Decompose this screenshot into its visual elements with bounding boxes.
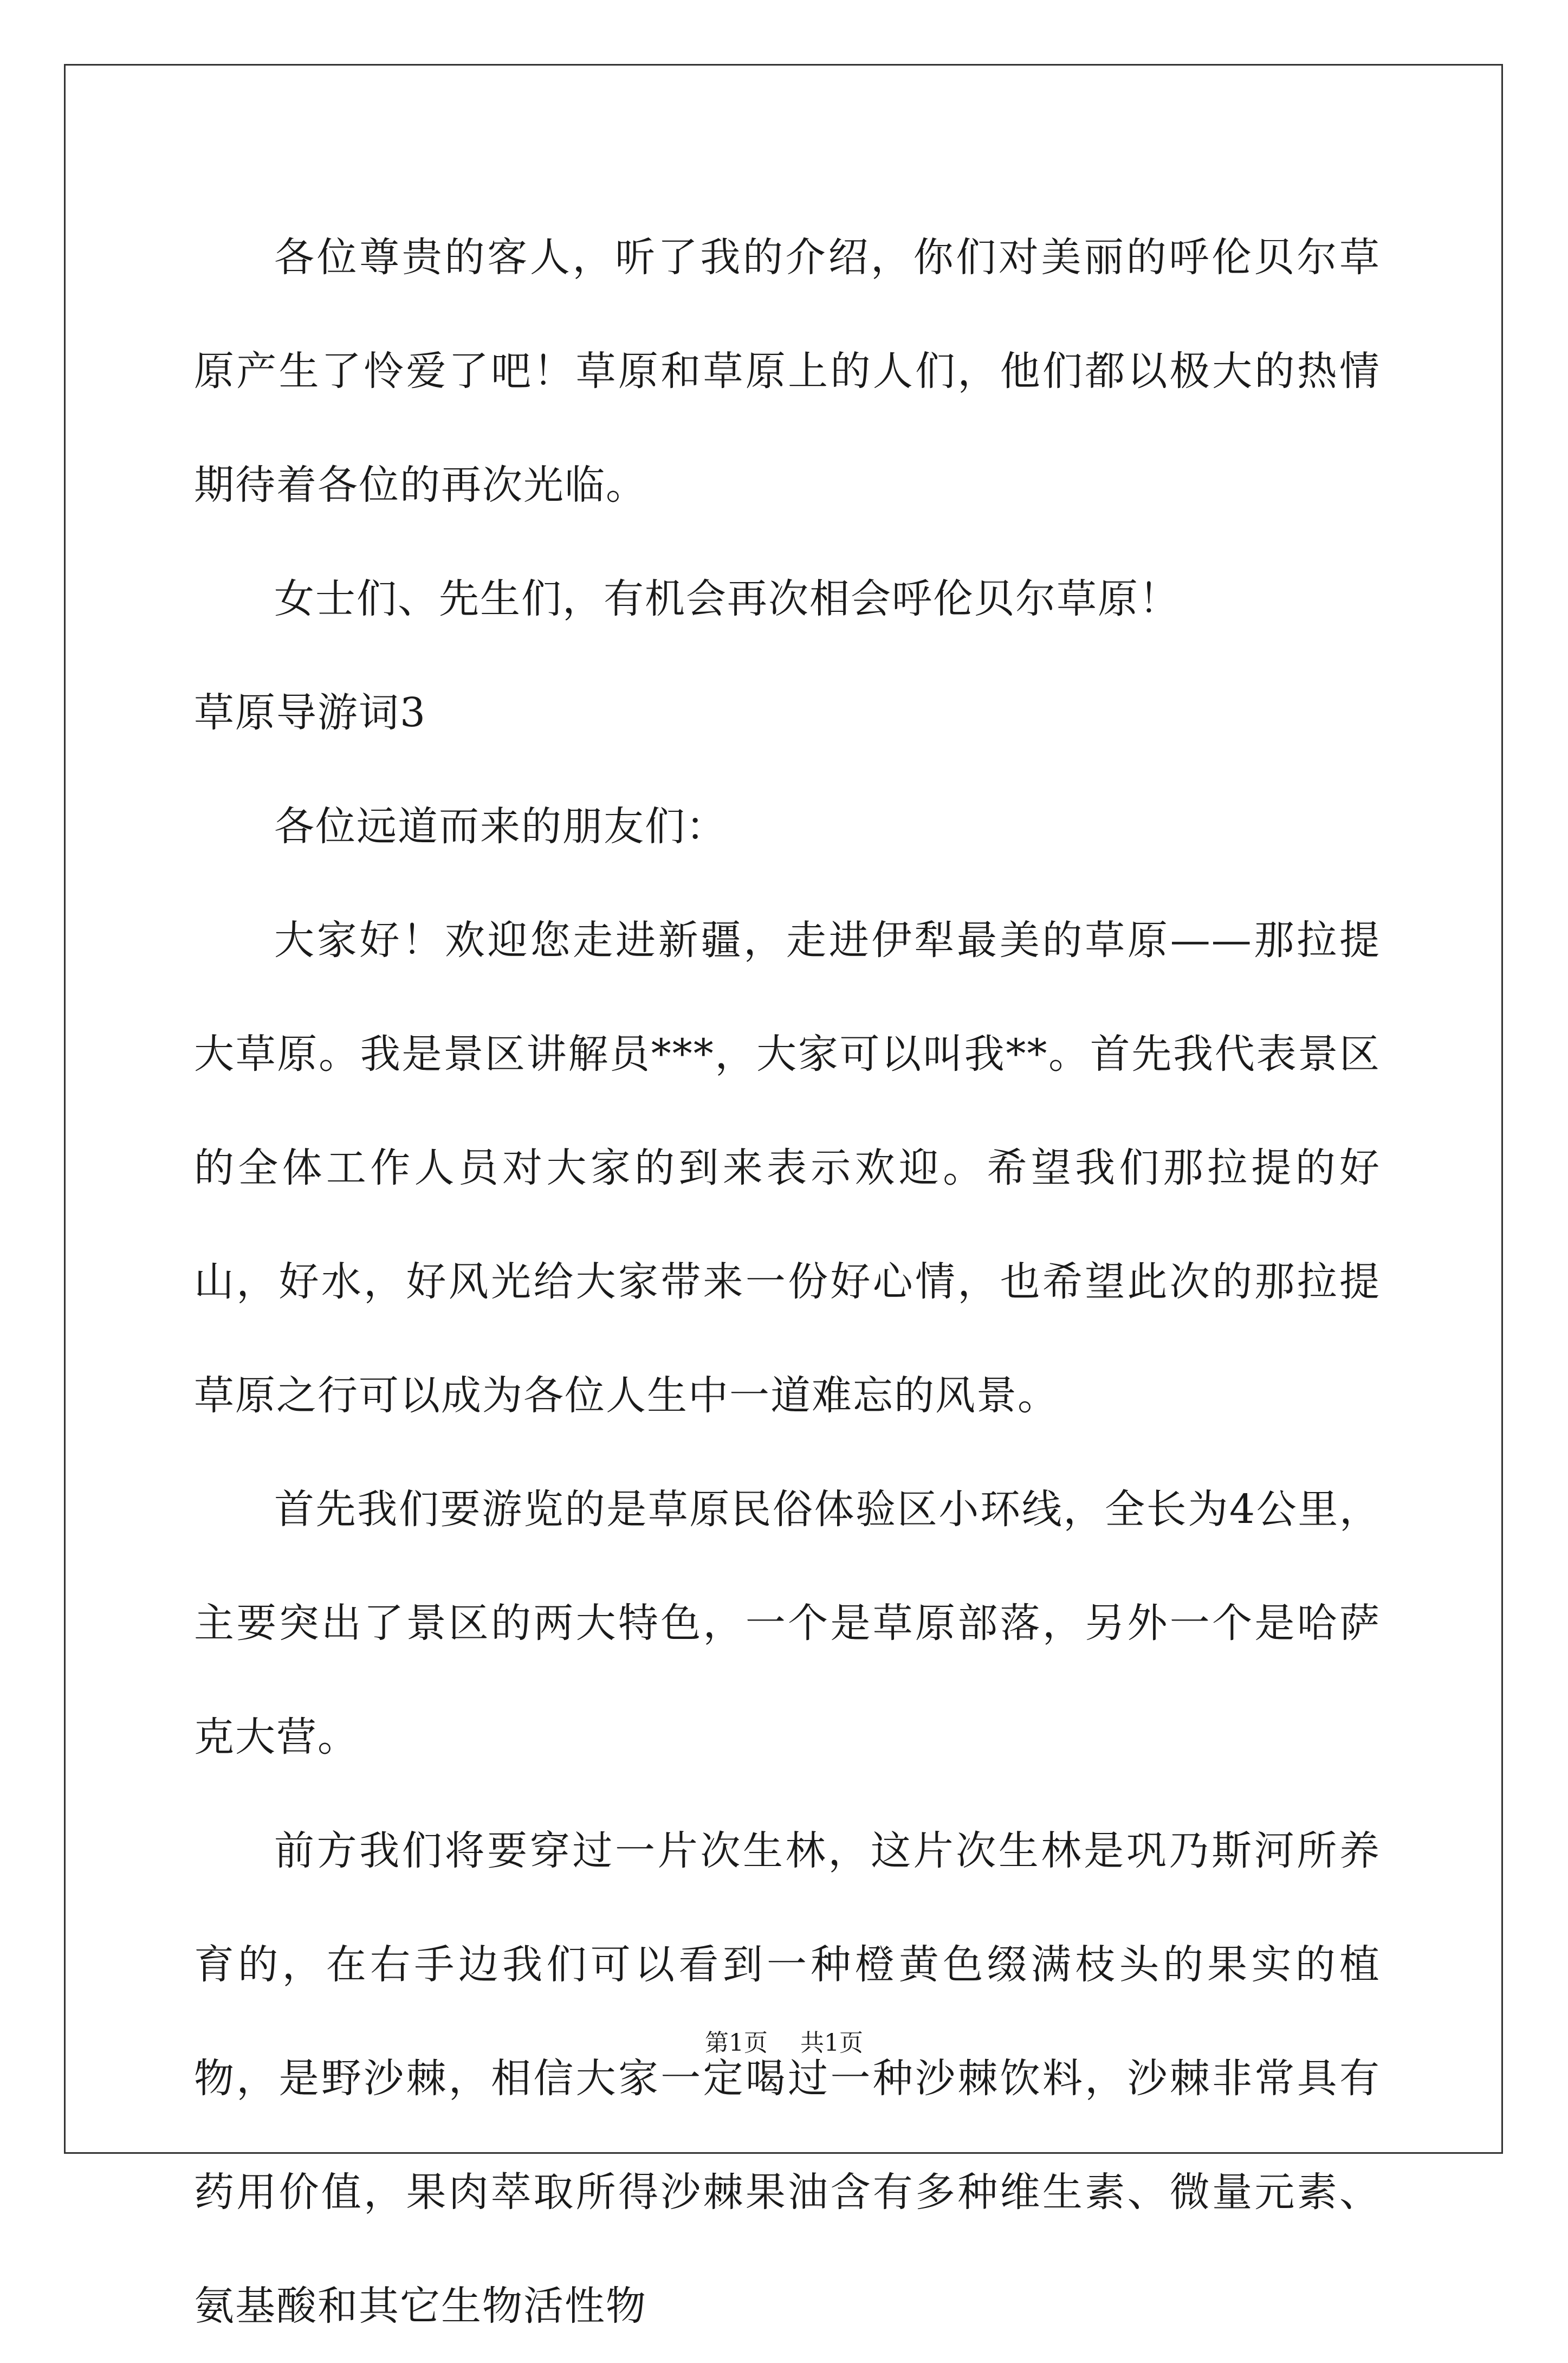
section-heading: 草原导游词3: [194, 689, 427, 736]
page-number: 第1页: [705, 2029, 768, 2057]
paragraph: 各位远道而来的朋友们：: [274, 803, 727, 850]
paragraph: 各位尊贵的客人，听了我的介绍，你们对美丽的呼伦贝尔草原产生了怜爱了吧！草原和草原上的人们，他们都以极大的热情期待着各位的再次光临。: [194, 234, 1381, 508]
page-total: 共1页: [800, 2029, 863, 2057]
paragraph: 首先我们要游览的是草原民俗体验区小环线，全长为4公里，主要突出了景区的两大特色，一个是草原部落，另外一个是哈萨克大营。: [194, 1486, 1381, 1760]
paragraph: 女士们、先生们，有机会再次相会呼伦贝尔草原！: [274, 576, 1180, 622]
page-footer: [0, 2027, 1568, 2059]
paragraph: 大家好！欢迎您走进新疆，走进伊犁最美的草原——那拉提大草原。我是景区讲解员***，大家可以叫我**。首先我代表景区的全体工作人员对大家的到来表示欢迎。希望我们那拉提的好山，好水，好风光给大家带来一份好心情，也希望此次的那拉提草原之行可以成为各位人生中一道难忘的风景。: [194, 917, 1381, 1419]
paragraph: 前方我们将要穿过一片次生林，这片次生林是巩乃斯河所养育的，在右手边我们可以看到一种橙黄色缀满枝头的果实的植物，是野沙棘，相信大家一定喝过一种沙棘饮料，沙棘非常具有药用价值，果肉萃取所得沙棘果油含有多种维生素、微量元素、氨基酸和其它生物活性物: [194, 1828, 1381, 2329]
